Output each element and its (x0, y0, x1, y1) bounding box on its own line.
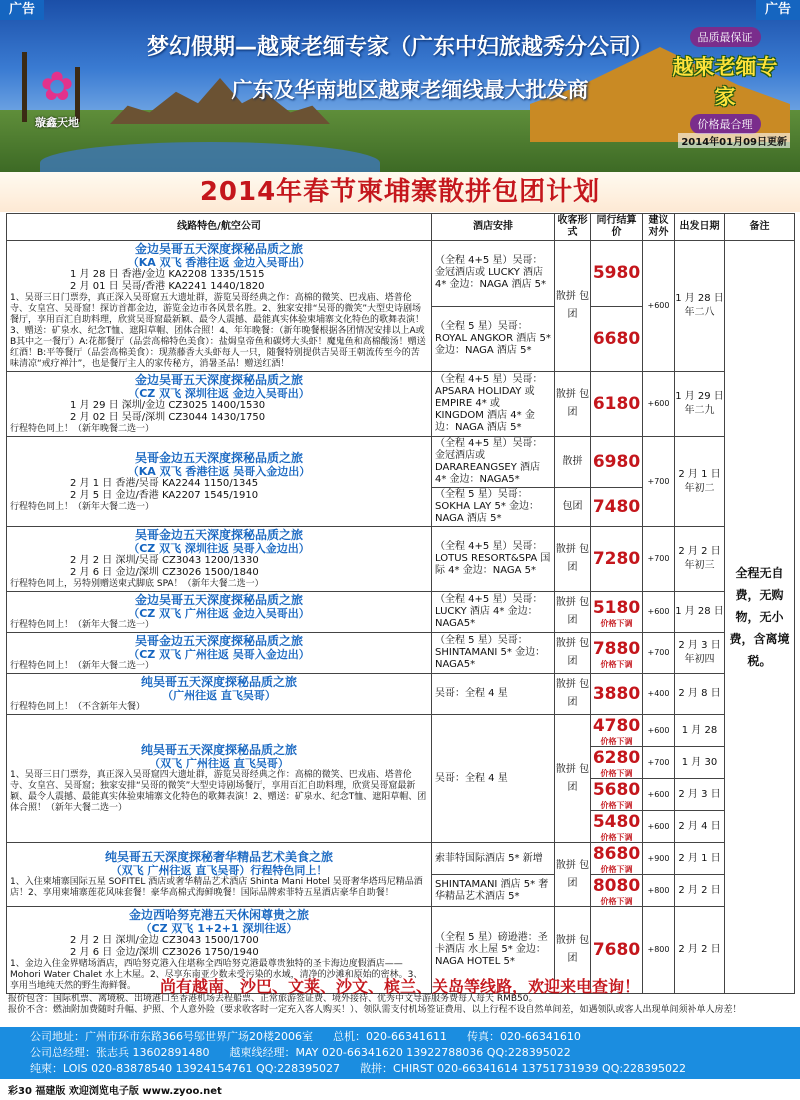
itinerary-table (6, 213, 795, 994)
flight-line: 2 月 01 日 吴哥/香港 KA2241 1440/1820 (70, 281, 265, 292)
mode-cell: 包团 (555, 488, 591, 527)
route-subtitle: （CZ 双飞 广州往返 金边入吴哥出） (128, 607, 310, 620)
price-cell: 7480 (591, 488, 643, 527)
page-title: 2014年春节柬埔寨散拼包团计划 (0, 172, 800, 212)
price-cell: 5480 价格下调 (591, 811, 643, 843)
tip-cell: +700 (643, 437, 675, 527)
mode-cell: 散拼 包团 (555, 907, 591, 994)
hotel-cell: （全程 5 星）磅逊港：圣卡酒店 水上屋 5* 金边：NAGA HOTEL 5* (432, 907, 555, 994)
tip-cell: +600 (643, 592, 675, 633)
flight-line: 2 月 2 日 深圳/吴哥 CZ3043 1200/1330 (70, 555, 259, 566)
hotel-cell: 吴哥：全程 4 星 (432, 674, 555, 715)
price-cell: 6280 价格下调 (591, 747, 643, 779)
route-subtitle: （CZ 双飞 深圳往返 金边入吴哥出） (128, 387, 310, 400)
mode-cell: 散拼 包团 (555, 715, 591, 843)
tip-cell: +600 (643, 779, 675, 811)
tip-cell: +600 (643, 715, 675, 747)
page-footer: 彩30 福建版 欢迎浏览电子版 www.zyoo.net (8, 1086, 222, 1097)
th-tip: 建议对外 (643, 214, 675, 241)
th-note: 备注 (725, 214, 795, 241)
hotel-cell: （全程 5 星）吴哥：SOKHA LAY 5* 金边：NAGA 酒店 5* (432, 488, 555, 527)
route-cell (7, 372, 432, 437)
route-title: 金边西哈努克港五天休闲尊贵之旅 (128, 908, 309, 922)
hotel-cell: SHINTAMANI 酒店 5* 奢华精品艺术酒店 5* (432, 875, 555, 907)
date-cell: 2 月 8 日 (675, 674, 725, 715)
tip-cell: +900 (643, 843, 675, 875)
flight-line: 1 月 28 日 香港/金边 KA2208 1335/1515 (70, 269, 265, 280)
th-route: 线路特色/航空公司 (7, 214, 432, 241)
route-subtitle: （KA 双飞 香港往返 金边入吴哥出） (127, 256, 311, 269)
route-description: 行程特色同上，另特别赠送柬式脚底 SPA！（新年大餐二选一） (10, 579, 264, 589)
date-cell: 2 月 4 日 (675, 811, 725, 843)
date-cell: 2 月 2 日 (675, 875, 725, 907)
tip-cell: +600 (643, 372, 675, 437)
price-cell: 6980 (591, 437, 643, 488)
tip-cell: +400 (643, 674, 675, 715)
hotel-cell: （全程 4+5 星）吴哥：APSARA HOLIDAY 或 EMPIRE 4* 或 KINGDOM 酒店 4* 金边：NAGA 酒店 5* (432, 372, 555, 437)
tip-cell: +700 (643, 747, 675, 779)
route-title: 吴哥金边五天深度探秘品质之旅 (134, 528, 303, 542)
date-cell: 2 月 3 日 年初四 (675, 633, 725, 674)
quality-seal: 品质最保证 越柬老缅专家 价格最合理 (672, 26, 778, 122)
flight-line: 2 月 6 日 金边/深圳 CZ3026 1500/1840 (70, 567, 259, 578)
th-hotel: 酒店安排 (432, 214, 555, 241)
tip-cell: +600 (643, 241, 675, 372)
route-description: 1、入住柬埔寨国际五星 SOFITEL 酒店或奢华精品艺术酒店 Shinta Mani Hotel 吴哥奢华塔玛尼精品酒店！2、享用柬埔寨莲花风味套餐！豪华高棉式海鲜晚餐！国际品牌索菲特五星酒店豪华自助餐！ (10, 877, 423, 898)
th-price: 同行结算价 (591, 214, 643, 241)
hotel-cell: 吴哥：全程 4 星 (432, 715, 555, 843)
tip-cell: +700 (643, 633, 675, 674)
price-cell: 7280 (591, 527, 643, 592)
route-title: 金边吴哥五天深度探秘品质之旅 (134, 373, 303, 387)
route-description: 行程特色同上！（新年大餐二选一） (10, 661, 155, 671)
route-title: 吴哥金边五天深度探秘品质之旅 (134, 634, 303, 648)
date-cell: 2 月 2 日 (675, 907, 725, 994)
price-cell: 5180 价格下调 (591, 592, 643, 633)
price-cell: 6680 (591, 306, 643, 372)
route-title: 纯吴哥五天深度探秘品质之旅 (140, 675, 297, 689)
ad-label-left: 广告 (0, 0, 44, 20)
price-cell: 6180 (591, 372, 643, 437)
route-description: 1、金边入住金界赌场酒店，西哈努克港入住堪称全西哈努克港最尊贵独特的圣卡海边度假酒店—— Mohori Water Chalet 水上木屋。2、尽享东南亚少数未受污染的水域，清净的沙滩和原始的密林。3、享用当地纯天然的野生海鲜餐。 (10, 959, 423, 991)
hotel-cell: （全程 4+5 星）吴哥：金冠酒店或 LUCKY 酒店 4* 金边：NAGA 酒店 5* (432, 241, 555, 307)
hotel-cell: 索菲特国际酒店 5* 新增 (432, 843, 555, 875)
hotel-cell: （全程 4+5 星）吴哥：LOTUS RESORT&SPA 国际 4* 金边：NAGA 5* (432, 527, 555, 592)
flight-line: 2 月 02 日 吴哥/深圳 CZ3044 1430/1750 (70, 412, 266, 423)
route-title: 纯吴哥五天深度探秘品质之旅 (140, 743, 297, 757)
tip-cell: +700 (643, 527, 675, 592)
date-cell: 2 月 1 日 年初二 (675, 437, 725, 527)
more-routes-banner: 尚有越南、沙巴、文莱、沙文、槟兰、关岛等线路，欢迎来电查询！ (159, 977, 640, 996)
route-subtitle: （双飞 广州往返 直飞吴哥）行程特色同上！ (110, 864, 328, 877)
mode-cell: 散拼 包团 (555, 241, 591, 372)
route-cell (7, 633, 432, 674)
th-date: 出发日期 (675, 214, 725, 241)
hotel-cell: （全程 5 星）吴哥：SHINTAMANI 5* 金边：NAGA5* (432, 633, 555, 674)
date-cell: 1 月 28 日 年二八 (675, 241, 725, 372)
flight-line: 2 月 6 日 金边/深圳 CZ3026 1750/1940 (70, 947, 259, 958)
contact-bar: 公司地址：广州市环市东路366号邬世界广场20楼2006室 总机：020-66341611 传真：020-66341610 公司总经理：张志兵 13602891480 越柬线经理：MAY 020-66341620 13922788036 QQ:228395022 纯柬：LOIS 020-83878540 13924154761 QQ:228395027 散拼：CHIRST 020-66341614 13751731939 QQ:228395022 (0, 1027, 800, 1079)
price-cell: 5680 价格下调 (591, 779, 643, 811)
ad-label-right: 广告 (756, 0, 800, 20)
route-title: 吴哥金边五天深度探秘品质之旅 (134, 450, 303, 465)
flight-line: 2 月 2 日 深圳/金边 CZ3043 1500/1700 (70, 935, 259, 946)
hotel-cell: （全程 4+5 星）吴哥：LUCKY 酒店 4* 金边：NAGA5* (432, 592, 555, 633)
tip-cell: +600 (643, 811, 675, 843)
mode-cell: 散拼 包团 (555, 527, 591, 592)
banner (0, 0, 800, 172)
price-cell: 4780 价格下调 (591, 715, 643, 747)
tip-cell: +800 (643, 875, 675, 907)
price-notes: 报价包含：国际机票、离境税、出境港口至香港机场去程船票、正常旅游签证费、境外接待、优秀中文导游服务费每人每天 RMB50。 报价不含：燃油附加费随时升幅、护照、个人意外险（要求收客时一定充入客人购买！）、领队需支付机场签证费用、以上行程不设自然单间差，如遇领队或客人出现单间须补单人房差！ (8, 994, 742, 1015)
tip-cell: +800 (643, 907, 675, 994)
route-title: 金边吴哥五天深度探秘品质之旅 (134, 242, 303, 256)
route-subtitle: （CZ 双飞 深圳往返 吴哥入金边出） (128, 542, 310, 555)
mode-cell: 散拼 包团 (555, 633, 591, 674)
flight-line: 2 月 1 日 香港/吴哥 KA2244 1150/1345 (70, 477, 259, 489)
date-cell: 1 月 29 日 年二九 (675, 372, 725, 437)
route-cell (7, 437, 432, 527)
flight-line: 1 月 29 日 深圳/金边 CZ3025 1400/1530 (70, 400, 266, 411)
route-title: 金边吴哥五天深度探秘品质之旅 (134, 593, 303, 607)
route-cell (7, 592, 432, 633)
price-cell: 8080 价格下调 (591, 875, 643, 907)
route-description: 行程特色同上！（新年晚餐二选一） (10, 424, 155, 434)
mode-cell: 散拼 包团 (555, 843, 591, 907)
date-cell: 2 月 2 日 年初三 (675, 527, 725, 592)
route-subtitle: （双飞 广州往返 直飞吴哥） (149, 757, 289, 770)
route-description: 行程特色同上！（不含新年大餐） (10, 702, 146, 712)
price-cell: 8680 价格下调 (591, 843, 643, 875)
route-description: 行程特色同上！（新年大餐二选一） (10, 501, 155, 512)
price-cell: 5980 (591, 241, 643, 307)
th-mode: 收客形式 (555, 214, 591, 241)
flight-line: 2 月 5 日 金边/香港 KA2207 1545/1910 (70, 489, 259, 501)
route-subtitle: （CZ 双飞 广州往返 吴哥入金边出） (128, 648, 310, 661)
route-cell (7, 715, 432, 843)
flower-logo-icon: ✿ (40, 64, 74, 110)
route-title: 纯吴哥五天深度探秘奢华精品艺术美食之旅 (104, 850, 333, 864)
route-subtitle: （广州往返 直飞吴哥） (162, 689, 276, 702)
price-cell: 3880 (591, 674, 643, 715)
note-cell: 全程无自费，无购物，无小费，含离境税。 (725, 241, 795, 994)
route-subtitle: （KA 双飞 香港往返 吴哥入金边出） (127, 464, 311, 478)
mode-cell: 散拼 包团 (555, 674, 591, 715)
mode-cell: 散拼 包团 (555, 372, 591, 437)
mode-cell: 散拼 (555, 437, 591, 488)
banner-subtitle: 广东及华南地区越柬老缅线最大批发商 (231, 78, 589, 102)
route-cell (7, 843, 432, 907)
date-cell: 1 月 28 (675, 715, 725, 747)
route-description: 1、吴哥三日门票券，真正深入吴哥窟五大遗址群，游览吴哥经典之作：高棉的微笑、巴戎庙、塔普伦寺、女皇宫、吴哥窟！探访首都金边，游览金边市各风景名胜。2、独家安排“吴哥的微笑”大型史诗剧场餐厅，享用百汇自助料理，欣赏吴哥窟最新颖、最令人震撼、最能真实体验柬埔寨文化特色的歌舞表演！3、赠送：矿泉水、纪念T恤、遮阳草帽、团体合照！4、年年晚餐：（新年晚餐根据各团情况安排以上A或B其中之一餐厅）A:花都餐厅（品尝高棉特色美食）：盐焗皇帝鱼和碳烤大头虾！魔鬼鱼和高棉酸汤！赠送红酒！B:平等餐厅（品尝高棉美食）：现蒸藤香大头虾每人一只，随餐特别提供吉吴哥王朝流传至今的苦味清凉“戒疗禅汁”，也是餐厅主人的家传秘方，消暑圣品！赠送红酒！ (10, 293, 426, 369)
price-cell: 7880 价格下调 (591, 633, 643, 674)
date-cell: 1 月 30 (675, 747, 725, 779)
route-cell (7, 674, 432, 715)
banner-title: 梦幻假期—越柬老缅专家（广东中妇旅越秀分公司） (146, 35, 653, 60)
route-subtitle: （CZ 双飞 1+2+1 深圳往返） (140, 922, 298, 935)
company-logo: ✿ 璇鑫天地 (14, 60, 100, 140)
hotel-cell: （全程 4+5 星）吴哥：金冠酒店或 DARAREANGSEY 酒店 4* 金边：NAGA5* (432, 437, 555, 488)
route-description: 行程特色同上！（新年大餐二选一） (10, 620, 155, 630)
price-cell: 7680 (591, 907, 643, 994)
update-date: 2014年01月09日更新 (678, 133, 790, 148)
date-cell: 2 月 3 日 (675, 779, 725, 811)
route-description: 1、吴哥三日门票券，真正深入吴哥窟四大遗址群，游览吴哥经典之作：高棉的微笑、巴戎庙、塔普伦寺、女皇宫、吴哥窟；独家安排“吴哥的微笑”大型史诗剧场餐厅，享用百汇自助料理，欣赏吴哥窟最新颖、最令人震撼、最能真实体验柬埔寨文化特色的歌舞表演！2、赠送：矿泉水、纪念T恤、遮阳草帽、团体合照！（新年大餐二选一） (10, 770, 427, 813)
hotel-cell: （全程 5 星）吴哥：ROYAL ANGKOR 酒店 5* 金边：NAGA 酒店 5* (432, 306, 555, 372)
route-cell (7, 527, 432, 592)
mode-cell: 散拼 包团 (555, 592, 591, 633)
date-cell: 1 月 28 日 (675, 592, 725, 633)
date-cell: 2 月 1 日 (675, 843, 725, 875)
route-cell (7, 241, 432, 372)
